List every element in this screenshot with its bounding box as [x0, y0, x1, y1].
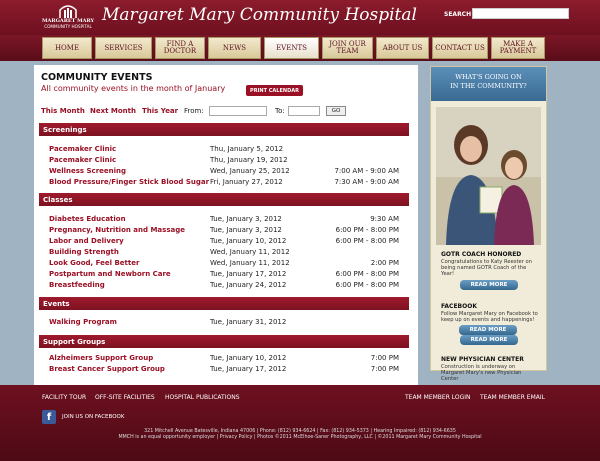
- filter-this-year[interactable]: This Year: [142, 107, 179, 115]
- event-row: [49, 178, 404, 189]
- from-date-input[interactable]: [209, 106, 267, 116]
- nav-join-our-team[interactable]: JOIN OUR TEAM: [322, 37, 373, 59]
- sidebar-heading-line-1: WHAT'S GOING ON: [455, 73, 522, 81]
- event-time: 7:00 PM: [370, 365, 399, 373]
- site-footer: [0, 385, 600, 461]
- event-date: Wed, January 25, 2012: [210, 167, 290, 175]
- section-header-screenings: Screenings: [39, 123, 409, 136]
- logo-line-1: MARGARET MARY: [42, 18, 95, 24]
- news-title: GOTR COACH HONORED: [441, 251, 522, 258]
- search-label: SEARCH: [444, 11, 472, 18]
- page-subtitle: All community events in the month of January: [41, 84, 226, 93]
- event-date: Tue, January 24, 2012: [210, 281, 287, 289]
- coach-award-photo: [436, 107, 541, 245]
- event-time: 6:00 PM - 8:00 PM: [335, 226, 399, 234]
- read-more-button[interactable]: READ MORE: [460, 280, 518, 290]
- event-row: [49, 215, 404, 226]
- event-date: Tue, January 3, 2012: [210, 215, 282, 223]
- event-row: [49, 167, 404, 178]
- event-name[interactable]: Building Strength: [49, 248, 119, 256]
- event-row: [49, 354, 404, 365]
- event-row: [49, 145, 404, 156]
- event-row: [49, 281, 404, 292]
- event-date: Wed, January 11, 2012: [210, 259, 290, 267]
- section-header-classes: Classes: [39, 193, 409, 206]
- event-name[interactable]: Blood Pressure/Finger Stick Blood Sugar: [49, 178, 210, 186]
- nav-find-a-doctor[interactable]: FIND A DOCTOR: [155, 37, 205, 59]
- event-time: 9:30 AM: [370, 215, 399, 223]
- section-header-events: Events: [39, 297, 409, 310]
- news-title: FACEBOOK: [441, 303, 477, 310]
- nav-news[interactable]: NEWS: [208, 37, 261, 59]
- event-date: Thu, January 19, 2012: [210, 156, 288, 164]
- event-date: Tue, January 17, 2012: [210, 365, 287, 373]
- event-name[interactable]: Breast Cancer Support Group: [49, 365, 165, 373]
- event-row: [49, 259, 404, 270]
- nav-make-a-payment[interactable]: MAKE A PAYMENT: [491, 37, 545, 59]
- to-date-input[interactable]: [288, 106, 320, 116]
- to-label: To:: [275, 107, 285, 115]
- event-date: Tue, January 31, 2012: [210, 318, 287, 326]
- event-date: Tue, January 10, 2012: [210, 237, 287, 245]
- go-button[interactable]: GO: [326, 106, 346, 116]
- event-date: Tue, January 17, 2012: [210, 270, 287, 278]
- footer-address: 321 Mitchell Avenue Batesville, Indiana 47006 | Phone: (812) 934-6624 | Fax: (812) 934-5373 | Hearing Impaired: (812) 934-6635: [144, 429, 456, 434]
- read-more-button[interactable]: READ MORE: [459, 325, 517, 335]
- news-body: Follow Margaret Mary on Facebook to keep up on events and happenings!: [441, 311, 538, 323]
- sidebar-heading: [431, 67, 546, 101]
- event-name[interactable]: Wellness Screening: [49, 167, 127, 175]
- footer-link-hospital-publications[interactable]: HOSPITAL PUBLICATIONS: [165, 394, 240, 401]
- event-time: 7:00 PM: [370, 354, 399, 362]
- footer-link-off-site-facilities[interactable]: OFF-SITE FACILITIES: [95, 394, 155, 401]
- site-header: [0, 0, 600, 35]
- filter-next-month[interactable]: Next Month: [90, 107, 136, 115]
- footer-link-facility-tour[interactable]: FACILITY TOUR: [42, 394, 87, 401]
- event-date: Thu, January 5, 2012: [210, 145, 284, 153]
- print-calendar-button[interactable]: PRINT CALENDAR: [246, 85, 303, 96]
- event-time: 2:00 PM: [370, 259, 399, 267]
- nav-home[interactable]: HOME: [42, 37, 92, 59]
- news-body: Construction is underway on Margaret Mary's new Physician Center: [441, 364, 522, 382]
- event-name[interactable]: Alzheimers Support Group: [49, 354, 154, 362]
- event-name[interactable]: Breastfeeding: [49, 281, 105, 289]
- nav-services[interactable]: SERVICES: [95, 37, 152, 59]
- sidebar-heading-line-2: IN THE COMMUNITY?: [450, 82, 527, 90]
- read-more-button[interactable]: READ MORE: [460, 335, 518, 345]
- filter-this-month[interactable]: This Month: [41, 107, 85, 115]
- events-panel: [34, 65, 418, 385]
- section-header-support-groups: Support Groups: [39, 335, 409, 348]
- news-body: Congratulations to Katy Reester on being named GOTR Coach of the Year!: [441, 259, 532, 277]
- nav-about-us[interactable]: ABOUT US: [376, 37, 429, 59]
- site-title: Margaret Mary Community Hospital: [102, 5, 417, 25]
- from-label: From:: [184, 107, 204, 115]
- event-row: [49, 237, 404, 248]
- event-date: Wed, January 11, 2012: [210, 248, 290, 256]
- nav-events[interactable]: EVENTS: [264, 37, 319, 59]
- event-name[interactable]: Look Good, Feel Better: [49, 259, 140, 267]
- event-time: 6:00 PM - 8:00 PM: [335, 237, 399, 245]
- footer-link-team-member-email[interactable]: TEAM MEMBER EMAIL: [480, 394, 545, 401]
- logo-line-2: COMMUNITY HOSPITAL: [44, 24, 92, 29]
- event-name[interactable]: Pregnancy, Nutrition and Massage: [49, 226, 185, 234]
- footer-link-team-member-login[interactable]: TEAM MEMBER LOGIN: [405, 394, 471, 401]
- nav-contact-us[interactable]: CONTACT US: [432, 37, 488, 59]
- event-date: Fri, January 27, 2012: [210, 178, 283, 186]
- event-row: [49, 365, 404, 376]
- event-row: [49, 270, 404, 281]
- footer-legal: MMCH is an equal opportunity employer | Privacy Policy | Photos ©2011 McElhoe-Saner Photography, LLC | ©2011 Margaret Mary Community Hospital: [118, 435, 482, 440]
- event-row: [49, 248, 404, 259]
- event-date: Tue, January 3, 2012: [210, 226, 282, 234]
- event-name[interactable]: Walking Program: [49, 318, 117, 326]
- event-name[interactable]: Pacemaker Clinic: [49, 145, 117, 153]
- page-title: COMMUNITY EVENTS: [41, 72, 153, 83]
- event-row: [49, 226, 404, 237]
- event-name[interactable]: Labor and Delivery: [49, 237, 124, 245]
- news-title: NEW PHYSICIAN CENTER: [441, 356, 524, 363]
- event-name[interactable]: Diabetes Education: [49, 215, 126, 223]
- event-row: [49, 156, 404, 167]
- event-name[interactable]: Pacemaker Clinic: [49, 156, 117, 164]
- event-time: 6:00 PM - 8:00 PM: [335, 281, 399, 289]
- hospital-logo-icon: [58, 2, 78, 18]
- event-row: [49, 318, 404, 329]
- event-time: 7:30 AM - 9:00 AM: [334, 178, 399, 186]
- main-nav: [0, 35, 600, 61]
- event-name[interactable]: Postpartum and Newborn Care: [49, 270, 171, 278]
- event-time: 7:00 AM - 9:00 AM: [334, 167, 399, 175]
- facebook-link[interactable]: JOIN US ON FACEBOOK: [62, 414, 125, 420]
- event-time: 6:00 PM - 8:00 PM: [335, 270, 399, 278]
- event-date: Tue, January 10, 2012: [210, 354, 287, 362]
- hospital-logo[interactable]: [42, 2, 94, 33]
- facebook-icon[interactable]: f: [42, 410, 56, 424]
- search-input[interactable]: [472, 8, 569, 19]
